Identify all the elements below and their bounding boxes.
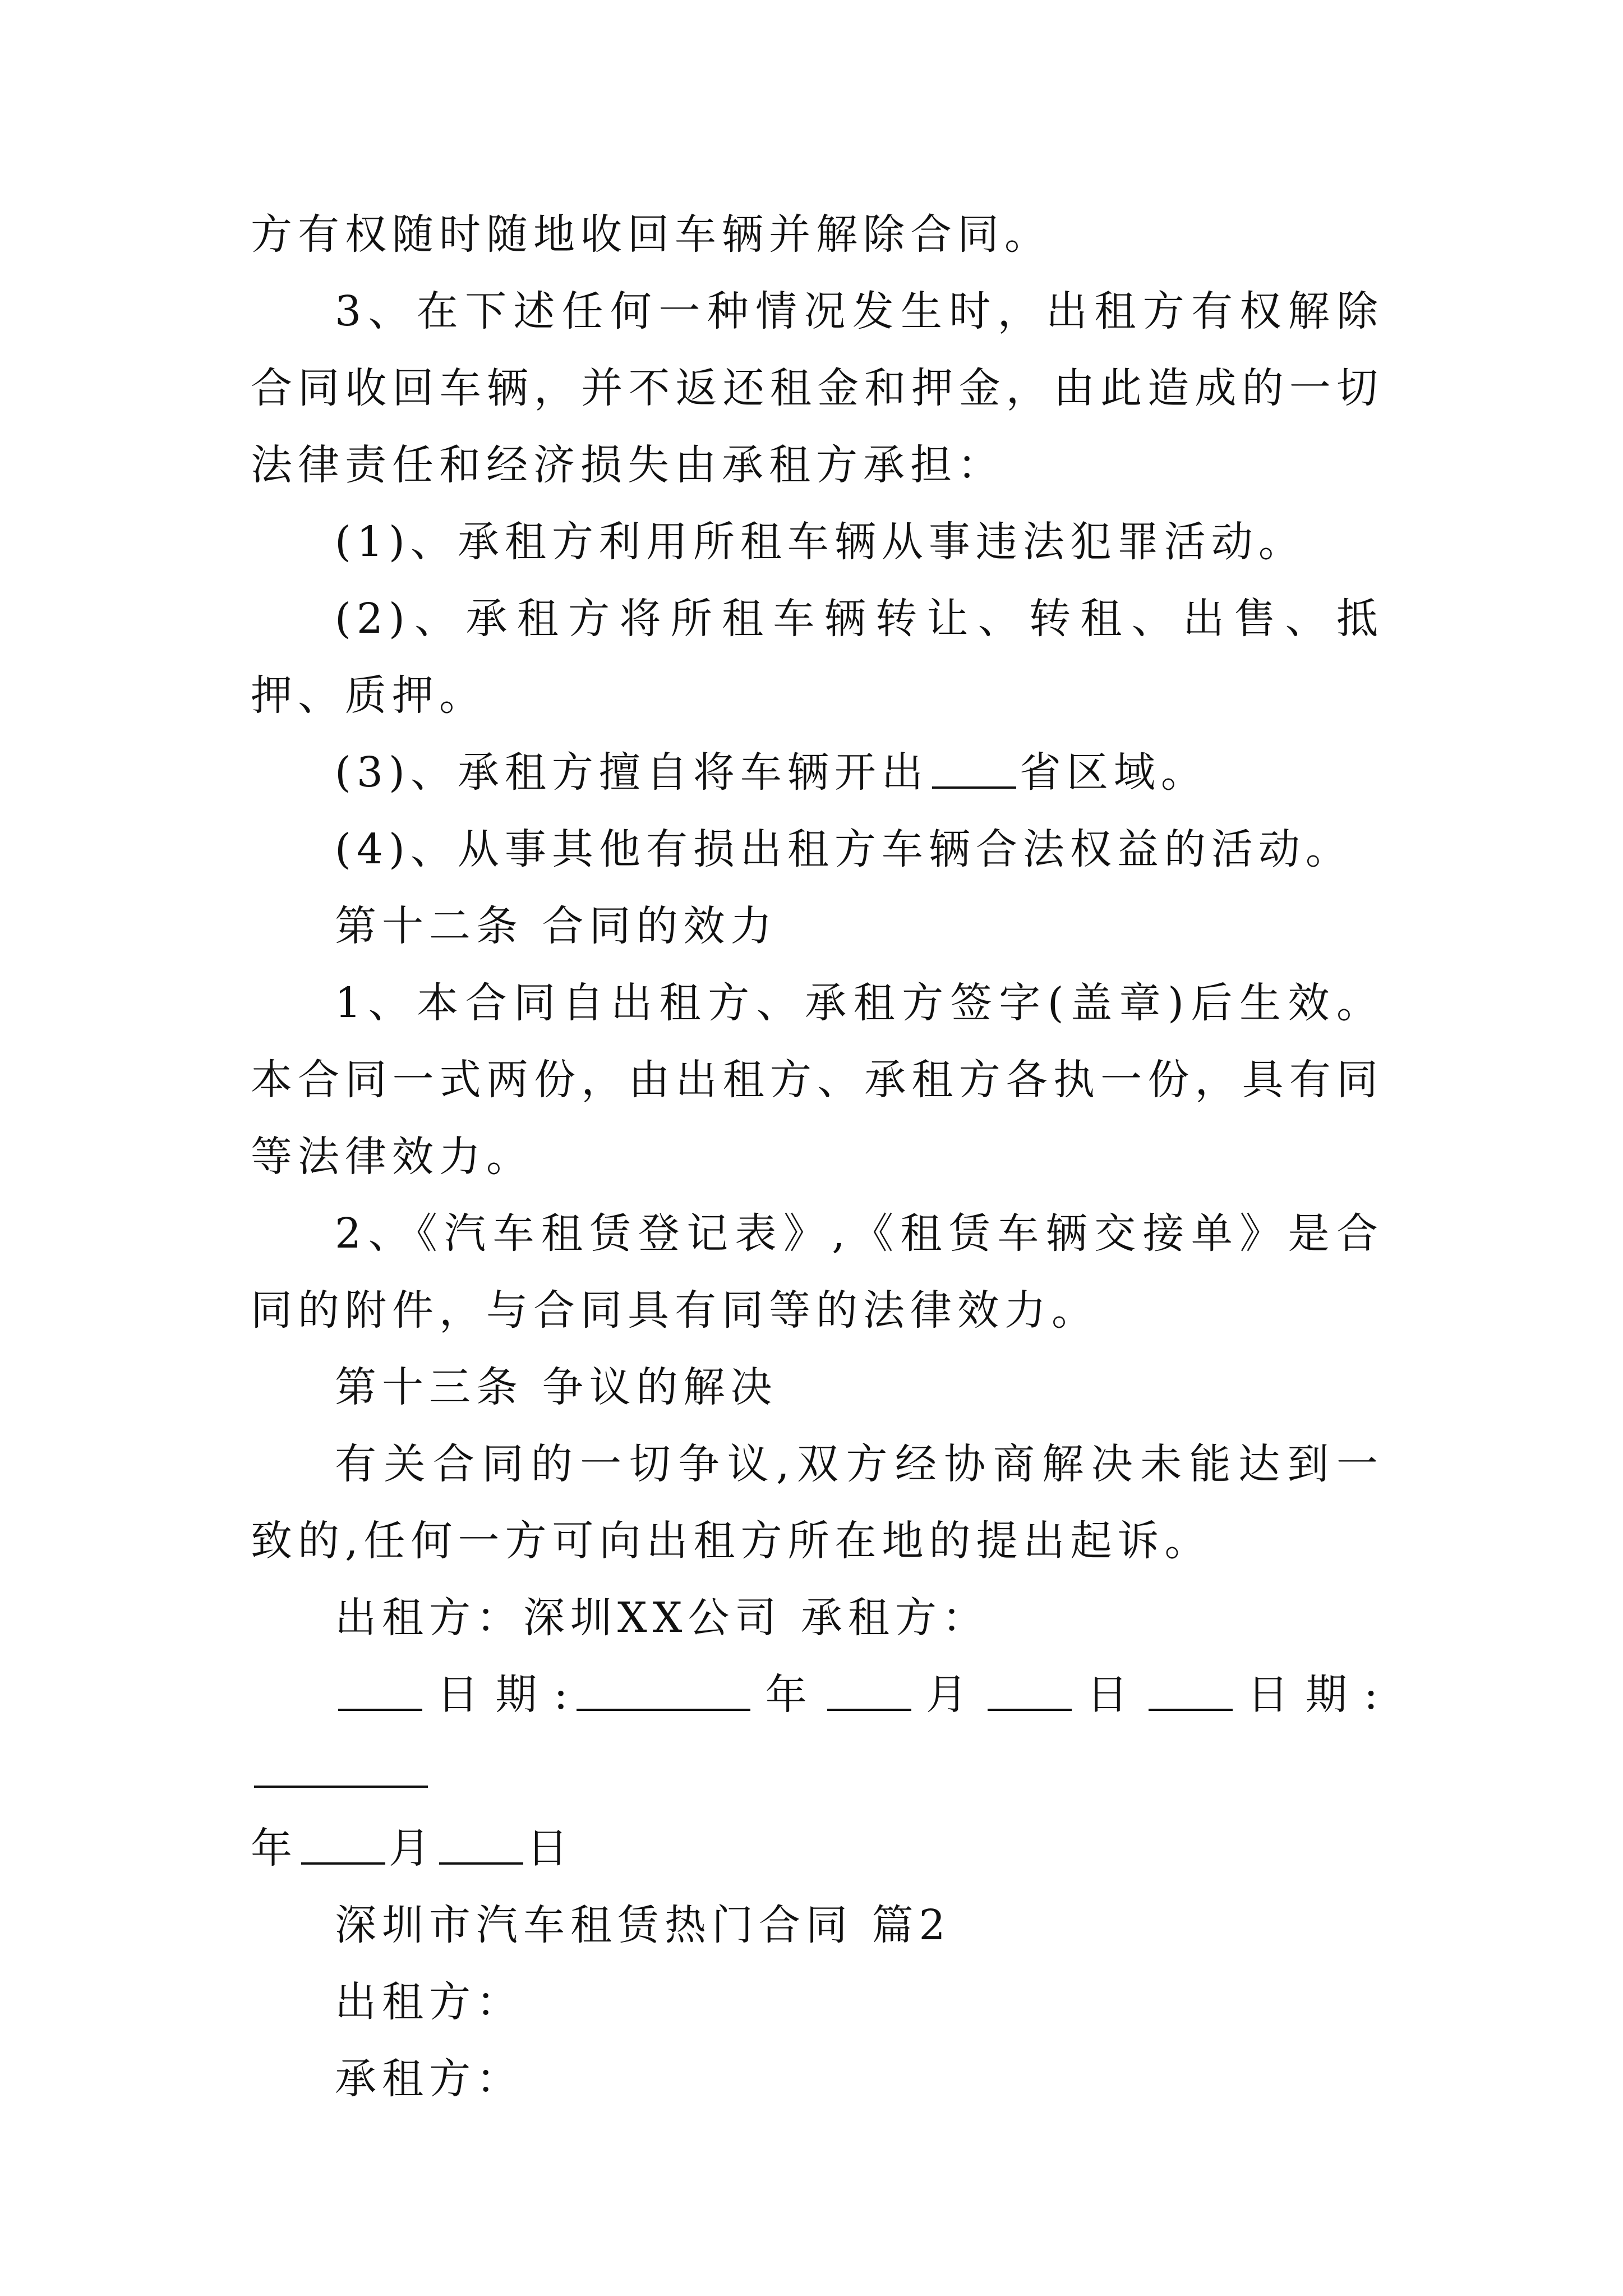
month-label: 月	[914, 1671, 985, 1719]
paragraph: 方有权随时随地收回车辆并解除合同。	[251, 210, 1052, 259]
year-label: 年	[754, 1671, 824, 1719]
paragraph: 有关合同的一切争议,双方经协商解决未能达到一致的,任何一方可向出租方所在地的提出起诉。	[251, 1440, 1384, 1565]
blank-field	[439, 1823, 523, 1865]
date-line-continued	[251, 1810, 1384, 1887]
paragraph-text: 省区域。	[1019, 748, 1208, 797]
blank-field	[1149, 1669, 1233, 1711]
month-label: 月	[389, 1824, 436, 1872]
paragraph: (2)、承租方将所租车辆转让、转租、出售、抵押、质押。	[251, 595, 1384, 720]
blank-field	[301, 1823, 385, 1865]
signature-line: 出租方：深圳XX公司 承租方：	[335, 1594, 989, 1642]
day-label: 日	[1075, 1671, 1145, 1719]
paragraph-with-blank	[251, 734, 1384, 811]
document-body	[251, 196, 1384, 2118]
blank-field	[988, 1669, 1072, 1711]
paragraph: 3、在下述任何一种情况发生时，出租方有权解除合同收回车辆，并不返还租金和押金，由此造成的一切法律责任和经济损失由承租方承担：	[251, 287, 1384, 489]
blank-field	[254, 1746, 428, 1788]
blank-field	[827, 1669, 911, 1711]
day-label: 日	[527, 1824, 574, 1872]
date-line	[251, 1657, 1384, 1810]
blank-field	[338, 1669, 422, 1711]
date-label: 日期:	[1235, 1671, 1384, 1719]
section-heading: 第十二条 合同的效力	[335, 902, 778, 950]
paragraph: 2、《汽车租赁登记表》,《租赁车辆交接单》是合同的附件，与合同具有同等的法律效力。	[251, 1209, 1384, 1335]
blank-field	[932, 747, 1016, 789]
date-label: 日期:	[426, 1671, 574, 1719]
paragraph: 1、本合同自出租方、承租方签字(盖章)后生效。本合同一式两份，由出租方、承租方各执一份，具有同等法律效力。	[251, 979, 1384, 1181]
document-heading: 深圳市汽车租赁热门合同 篇2	[335, 1901, 951, 1949]
paragraph: (1)、承租方利用所租车辆从事违法犯罪活动。	[335, 518, 1306, 566]
year-label: 年	[251, 1824, 298, 1872]
lessor-label: 出租方：	[335, 1978, 523, 2026]
paragraph: (4)、从事其他有损出租方车辆合法权益的活动。	[335, 825, 1353, 873]
blank-field	[577, 1669, 750, 1711]
paragraph-text: (3)、承租方擅自将车辆开出	[335, 748, 929, 797]
lessee-label: 承租方：	[335, 2055, 523, 2103]
section-heading: 第十三条 争议的解决	[335, 1363, 778, 1411]
